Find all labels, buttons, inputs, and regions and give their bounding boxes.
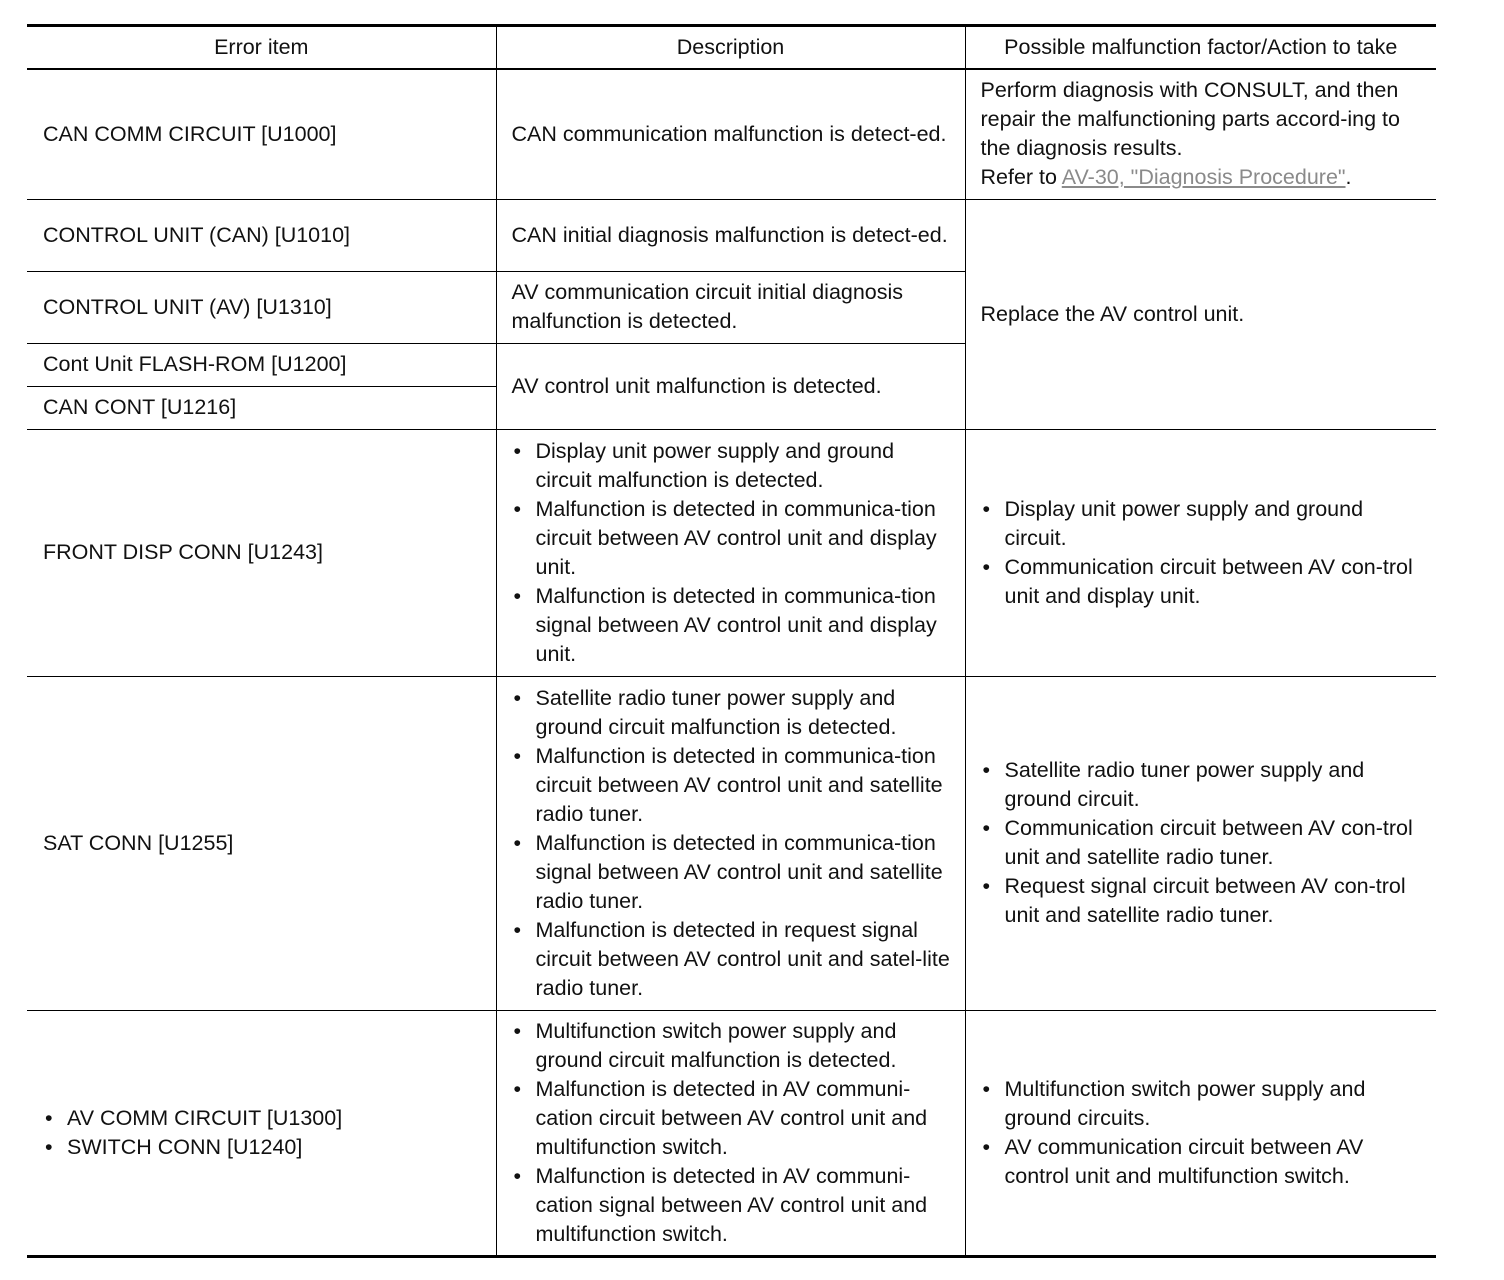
description-list: [512, 437, 955, 669]
description-cell: AV communication circuit initial diagnosis malfunction is detected.: [496, 271, 965, 343]
error-item-table: [27, 24, 1436, 1258]
list-item: • Display unit power supply and ground circuit.: [981, 495, 1427, 553]
error-item-cell: CONTROL UNIT (AV) [U1310]: [27, 271, 496, 343]
action-list: [981, 1075, 1427, 1191]
header-action: Possible malfunction factor/Action to take: [965, 26, 1436, 70]
list-item: • Malfunction is detected in request signal circuit between AV control unit and satel-lite radio tuner.: [512, 916, 955, 1003]
header-error-item: Error item: [27, 26, 496, 70]
list-item: • Malfunction is detected in communica-tion signal between AV control unit and satellite radio tuner.: [512, 829, 955, 916]
description-cell: [496, 429, 965, 676]
action-cell: [965, 1010, 1436, 1256]
header-description: Description: [496, 26, 965, 70]
error-item-cell: CAN COMM CIRCUIT [U1000]: [27, 69, 496, 199]
description-cell: [496, 676, 965, 1010]
error-item-list: [43, 1104, 486, 1162]
table-row: [27, 676, 1436, 1010]
description-list: [512, 684, 955, 1003]
error-item-cell: CONTROL UNIT (CAN) [U1010]: [27, 199, 496, 271]
action-text: Perform diagnosis with CONSULT, and then repair the malfunctioning parts accord-ing to the diagnosis results.: [980, 78, 1400, 161]
action-cell: Replace the AV control unit.: [965, 199, 1436, 429]
list-item: • Multifunction switch power supply and ground circuits.: [981, 1075, 1427, 1133]
error-item-cell: CAN CONT [U1216]: [27, 386, 496, 429]
list-item: • Malfunction is detected in communica-tion signal between AV control unit and display unit.: [512, 582, 955, 669]
list-item: • Malfunction is detected in communica-tion circuit between AV control unit and display unit.: [512, 495, 955, 582]
list-item: • Communication circuit between AV con-trol unit and display unit.: [981, 553, 1427, 611]
table-row: [27, 429, 1436, 676]
list-item: • Satellite radio tuner power supply and ground circuit malfunction is detected.: [512, 684, 955, 742]
action-cell: [965, 676, 1436, 1010]
list-item: • Satellite radio tuner power supply and ground circuit.: [981, 756, 1427, 814]
list-item: • Request signal circuit between AV con-trol unit and satellite radio tuner.: [981, 872, 1427, 930]
list-item: • SWITCH CONN [U1240]: [43, 1133, 486, 1162]
description-cell: CAN initial diagnosis malfunction is detect-ed.: [496, 199, 965, 271]
description-cell: CAN communication malfunction is detect-ed.: [496, 69, 965, 199]
action-cell: [965, 429, 1436, 676]
error-item-cell: FRONT DISP CONN [U1243]: [27, 429, 496, 676]
list-item: • Multifunction switch power supply and ground circuit malfunction is detected.: [512, 1017, 955, 1075]
table-row: [27, 69, 1436, 199]
action-cell: [965, 69, 1436, 199]
action-list: [981, 495, 1427, 611]
error-item-cell: [27, 1010, 496, 1256]
list-item: • Malfunction is detected in communica-tion circuit between AV control unit and satellite radio tuner.: [512, 742, 955, 829]
list-item: • Communication circuit between AV con-trol unit and satellite radio tuner.: [981, 814, 1427, 872]
list-item: • AV COMM CIRCUIT [U1300]: [43, 1104, 486, 1133]
list-item: • Malfunction is detected in AV communi-cation signal between AV control unit and multifunction switch.: [512, 1162, 955, 1249]
list-item: • AV communication circuit between AV control unit and multifunction switch.: [981, 1133, 1427, 1191]
refer-prefix: Refer to: [980, 165, 1062, 190]
refer-suffix: .: [1345, 165, 1352, 190]
table-row: [27, 1010, 1436, 1256]
error-item-cell: Cont Unit FLASH-ROM [U1200]: [27, 343, 496, 386]
description-cell: AV control unit malfunction is detected.: [496, 343, 965, 429]
action-list: [981, 756, 1427, 930]
description-cell: [496, 1010, 965, 1256]
list-item: • Display unit power supply and ground circuit malfunction is detected.: [512, 437, 955, 495]
error-item-cell: SAT CONN [U1255]: [27, 676, 496, 1010]
description-list: [512, 1017, 955, 1249]
diagnosis-procedure-link[interactable]: AV-30, "Diagnosis Procedure": [1061, 165, 1346, 190]
table-row: [27, 199, 1436, 271]
header-row: [27, 26, 1436, 70]
list-item: • Malfunction is detected in AV communi-cation circuit between AV control unit and multifunction switch.: [512, 1075, 955, 1162]
